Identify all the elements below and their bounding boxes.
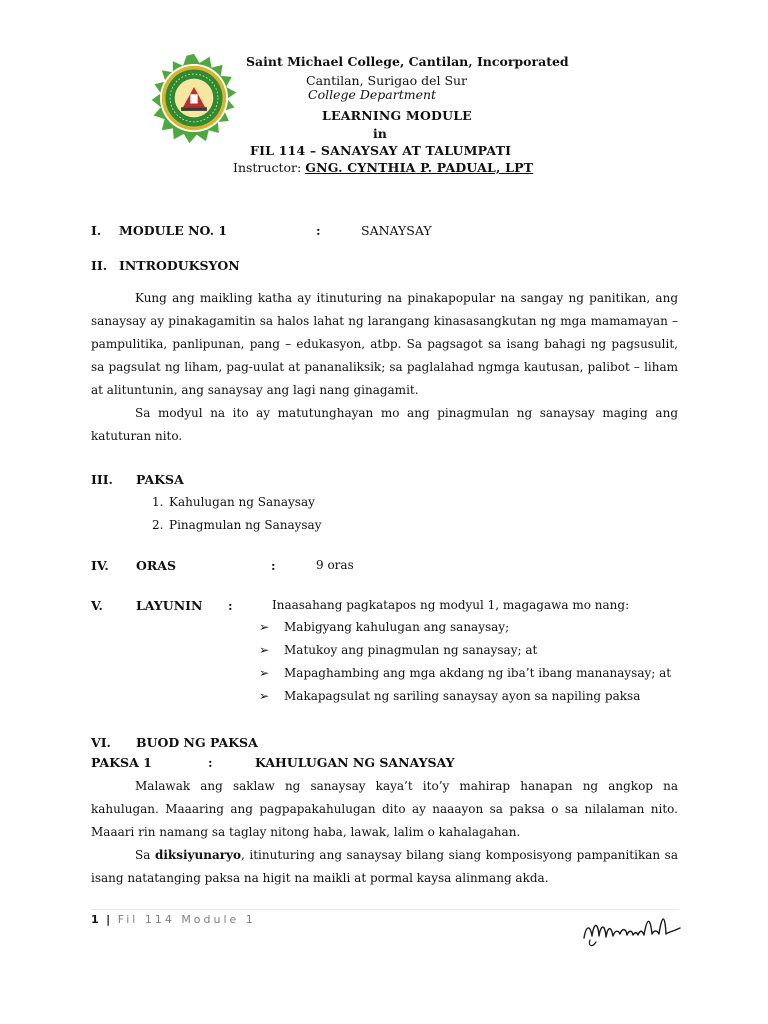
- paksa-item-2: Pinagmulan ng Sanaysay: [169, 518, 322, 532]
- arrow-bullet-icon: ➢: [259, 689, 270, 703]
- layunin-lead: Inaasahang pagkatapos ng modyul 1, magagawa mo nang:: [272, 598, 630, 612]
- buod-title: BUOD NG PAKSA: [136, 735, 258, 750]
- instructor-line: [233, 160, 533, 175]
- layunin-colon: :: [228, 598, 233, 613]
- paksa1-title: KAHULUGAN NG SANAYSAY: [255, 755, 455, 770]
- school-town: Cantilan, Surigao del Sur: [306, 73, 468, 88]
- layunin-item-4: Makapagsulat ng sariling sanaysay ayon sa napiling paksa: [284, 689, 641, 703]
- module-colon: :: [316, 223, 321, 238]
- page-number: 1: [91, 913, 100, 926]
- footer-text: Fil 114 Module 1: [117, 913, 256, 926]
- instructor-name: GNG. CYNTHIA P. PADUAL, LPT: [305, 160, 534, 175]
- footer-separator: |: [106, 913, 112, 926]
- module-num: I.: [91, 223, 102, 238]
- course-title: FIL 114 – SANAYSAY AT TALUMPATI: [250, 143, 512, 158]
- paksa1-colon: :: [208, 755, 213, 770]
- intro-title: INTRODUKSYON: [119, 258, 240, 273]
- paksa-item-1-num: 1.: [152, 495, 164, 509]
- instructor-signature: [580, 910, 690, 950]
- layunin-item-2: Matukoy ang pinagmulan ng sanaysay; at: [284, 643, 538, 657]
- paksa-title: PAKSA: [136, 472, 184, 487]
- buod-paragraph-2: Sa diksiyunaryo, itinuturing ang sanaysay bilang siang komposisyong pampanitikan sa isang natatanging paksa na higit na maikli at pormal kaysa alinmang akda.: [91, 848, 678, 885]
- paksa-item-2-num: 2.: [152, 518, 164, 532]
- buod-paragraph-1: Malawak ang saklaw ng sanaysay kaya’t ito’y mahirap hanapan ng angkop na kahulugan. Maaaring ang pagpapakahulugan dito ay naaayon sa paksa o sa nilalaman nito. Maaari rin namang sa taglay nitong haba, lawak, lalim o kahalagahan.: [91, 779, 678, 839]
- buod-num: VI.: [91, 735, 111, 750]
- layunin-label: LAYUNIN: [136, 598, 203, 613]
- oras-label: ORAS: [136, 558, 177, 573]
- module-type-heading: LEARNING MODULE: [322, 108, 472, 123]
- intro-body: [91, 287, 678, 448]
- arrow-bullet-icon: ➢: [259, 620, 270, 634]
- oras-colon: :: [271, 558, 276, 573]
- oras-value: 9 oras: [316, 558, 354, 572]
- intro-num: II.: [91, 258, 108, 273]
- school-name: Saint Michael College, Cantilan, Incorporated: [246, 54, 569, 69]
- layunin-item-1: Mabigyang kahulugan ang sanaysay;: [284, 620, 510, 634]
- intro-paragraph-2: Sa modyul na ito ay matutunghayan mo ang pinagmulan ng sanaysay maging ang katuturan nito.: [91, 406, 678, 443]
- department-name: College Department: [308, 87, 437, 102]
- layunin-item-3: Mapaghambing ang mga akdang ng iba’t ibang mananaysay; at: [284, 666, 672, 680]
- college-seal-logo: [148, 52, 240, 144]
- oras-num: IV.: [91, 558, 109, 573]
- module-value: SANAYSAY: [361, 223, 432, 238]
- intro-paragraph-1: Kung ang maikling katha ay itinuturing na pinakapopular na sangay ng panitikan, ang sanaysay ay pinakagamitin sa halos lahat ng larangang kinasasangkutan ng mga mamamayan – pampulitika, panlipunan, pang – edukasyon, atbp. Sa pagsagot sa isang bahagi ng pagsusulit, sa pagsulat ng liham, pag-uulat at pananaliksik; sa paglalahad ngmga kautusan, palibot – liham at alituntunin, ang sanaysay ang lagi nang ginagamit.: [91, 291, 678, 397]
- module-label: MODULE NO. 1: [119, 223, 228, 238]
- buod-body: [91, 775, 678, 890]
- paksa1-label: PAKSA 1: [91, 755, 152, 770]
- paksa-item-1: Kahulugan ng Sanaysay: [169, 495, 315, 509]
- arrow-bullet-icon: ➢: [259, 643, 270, 657]
- layunin-num: V.: [91, 598, 103, 613]
- arrow-bullet-icon: ➢: [259, 666, 270, 680]
- paksa-num: III.: [91, 472, 113, 487]
- page-footer: [91, 913, 256, 926]
- heading-in: in: [373, 126, 387, 141]
- instructor-label: Instructor:: [233, 160, 302, 175]
- diksiyunaryo-term: diksiyunaryo: [154, 848, 242, 862]
